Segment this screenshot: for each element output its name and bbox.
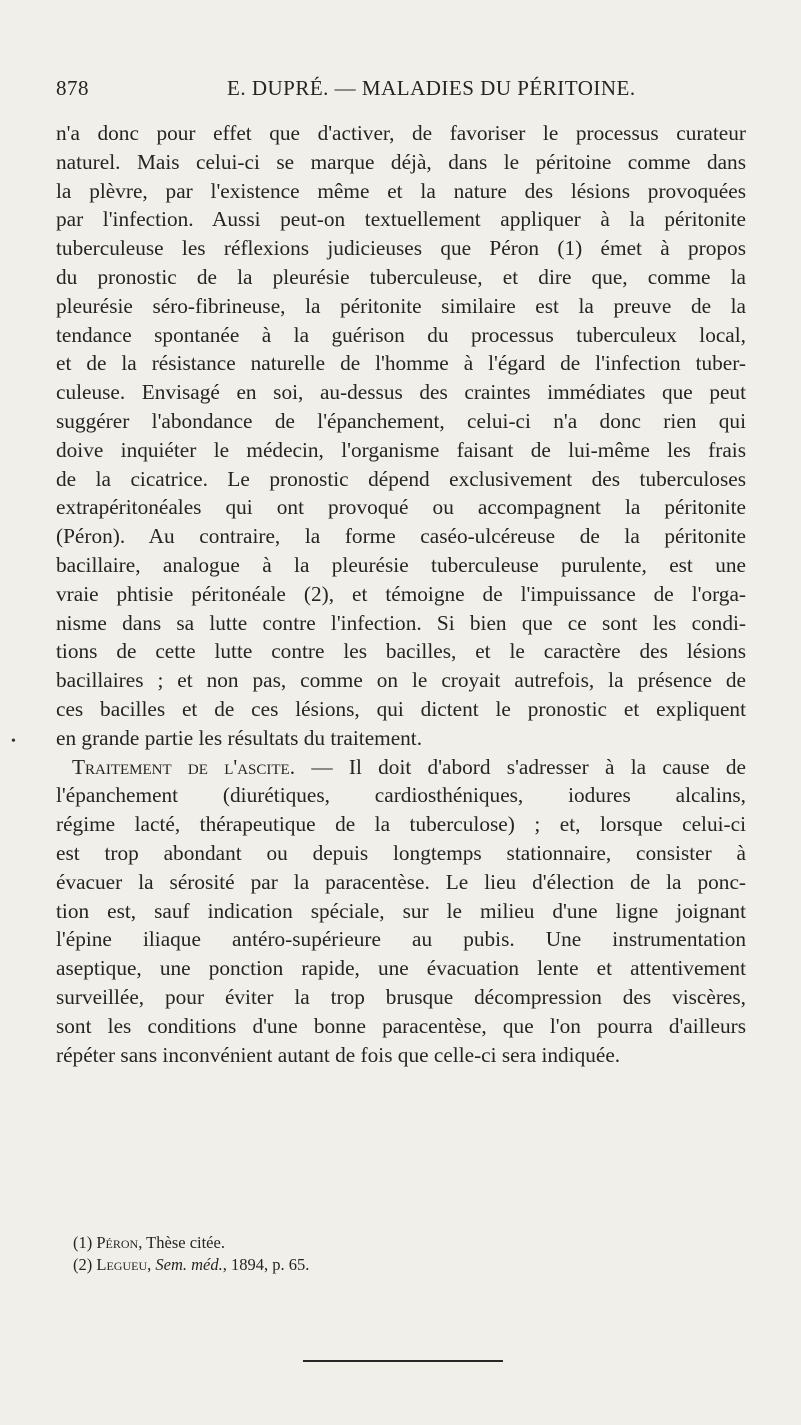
page-number: 878 [56,76,89,100]
margin-dot-mark: • [11,734,16,749]
text-line: régime lacté, thérapeutique de la tuberculose) ; et, lorsque celui-ci [56,812,746,837]
text-line: de la cicatrice. Le pronostic dépend exclusivement des tuberculoses [56,466,746,491]
main-text [56,119,746,1069]
text-line: extrapéritonéales qui ont provoqué ou accompagnent la péritonite [56,495,746,520]
footnote-author: Péron [96,1233,139,1252]
text-line: suggérer l'abondance de l'épanchement, celui-ci n'a donc rien qui [56,408,746,433]
text-line: naturel. Mais celui-ci se marque déjà, dans le péritoine comme dans [56,149,746,174]
page-header [56,76,746,106]
text-line: tendance spontanée à la guérison du processus tuberculeux local, [56,322,746,347]
text-line: ces bacilles et de ces lésions, qui dictent le pronostic et expliquent [56,696,746,721]
text-line: tion est, sauf indication spéciale, sur le milieu d'une ligne joignant [56,898,746,923]
text-line: bacillaire, analogue à la pleurésie tuberculeuse purulente, est une [56,552,746,577]
footnote-journal: Sem. méd. [155,1255,223,1274]
text-line: pleurésie séro-fibrineuse, la péritonite similaire est la preuve de la [56,293,746,318]
text-line: sont les conditions d'une bonne paracentèse, que l'on pourra d'ailleurs [56,1013,746,1038]
footnote-1 [73,1232,733,1254]
text-line: aseptique, une ponction rapide, une évacuation lente et attentivement [56,956,746,981]
footnotes [73,1232,733,1276]
text-line: en grande partie les résultats du traitement. [56,725,423,750]
text-line: nisme dans sa lutte contre l'infection. Si bien que ce sont les condi- [56,610,746,635]
text-line: l'épine iliaque antéro-supérieure au pubis. Une instrumentation [56,927,746,952]
text-line: la plèvre, par l'existence même et la nature des lésions provoquées [56,178,746,203]
text-line: bacillaires ; et non pas, comme on le croyait autrefois, la présence de [56,668,746,693]
text-line: n'a donc pour effet que d'activer, de favoriser le processus curateur [56,121,746,145]
section-heading: Traitement de l'ascite. [72,754,296,779]
text-line: doive inquiéter le médecin, l'organisme faisant de lui-même les frais [56,437,746,462]
footnote-text: , Thèse citée. [138,1233,225,1252]
text-line: par l'infection. Aussi peut-on textuellement appliquer à la péritonite [56,207,746,232]
section-lead: — Il doit d'abord s'adresser à la cause de [311,754,746,779]
text-line: répéter sans inconvénient autant de fois que celle-ci sera indiquée. [56,1042,621,1067]
running-title: E. DUPRÉ. — MALADIES DU PÉRITOINE. [227,76,636,100]
text-line: (Péron). Au contraire, la forme caséo-ulcéreuse de la péritonite [56,524,746,549]
footnote-2: (2) Legueu, Sem. méd., 1894, p. 65. [73,1255,310,1274]
footnote-author: Legueu [96,1255,148,1274]
text-line: et de la résistance naturelle de l'homme à l'égard de l'infection tuber- [56,351,746,376]
text-line: tuberculeuse les réflexions judicieuses que Péron (1) émet à propos [56,236,746,261]
text-line: tions de cette lutte contre les bacilles, et le caractère des lésions [56,639,746,664]
text-line: du pronostic de la pleurésie tuberculeuse, et dire que, comme la [56,264,746,289]
section-first-line [56,753,746,782]
text-line: surveillée, pour éviter la trop brusque décompression des viscères, [56,984,746,1009]
text-line: évacuer la sérosité par la paracentèse. Le lieu d'élection de la ponc- [56,869,746,894]
footnote-text: , 1894, p. 65. [222,1255,310,1274]
footnote-marker: (2) [73,1255,93,1274]
text-line: vraie phtisie péritonéale (2), et témoigne de l'impuissance de l'orga- [56,581,746,606]
text-line: culeuse. Envisagé en soi, au-dessus des craintes immédiates que peut [56,380,746,405]
end-rule [303,1360,503,1362]
text-line: l'épanchement (diurétiques, cardiosthéniques, iodures alcalins, [56,783,746,808]
text-line: est trop abondant ou depuis longtemps stationnaire, consister à [56,840,746,865]
footnote-marker: (1) [73,1233,93,1252]
